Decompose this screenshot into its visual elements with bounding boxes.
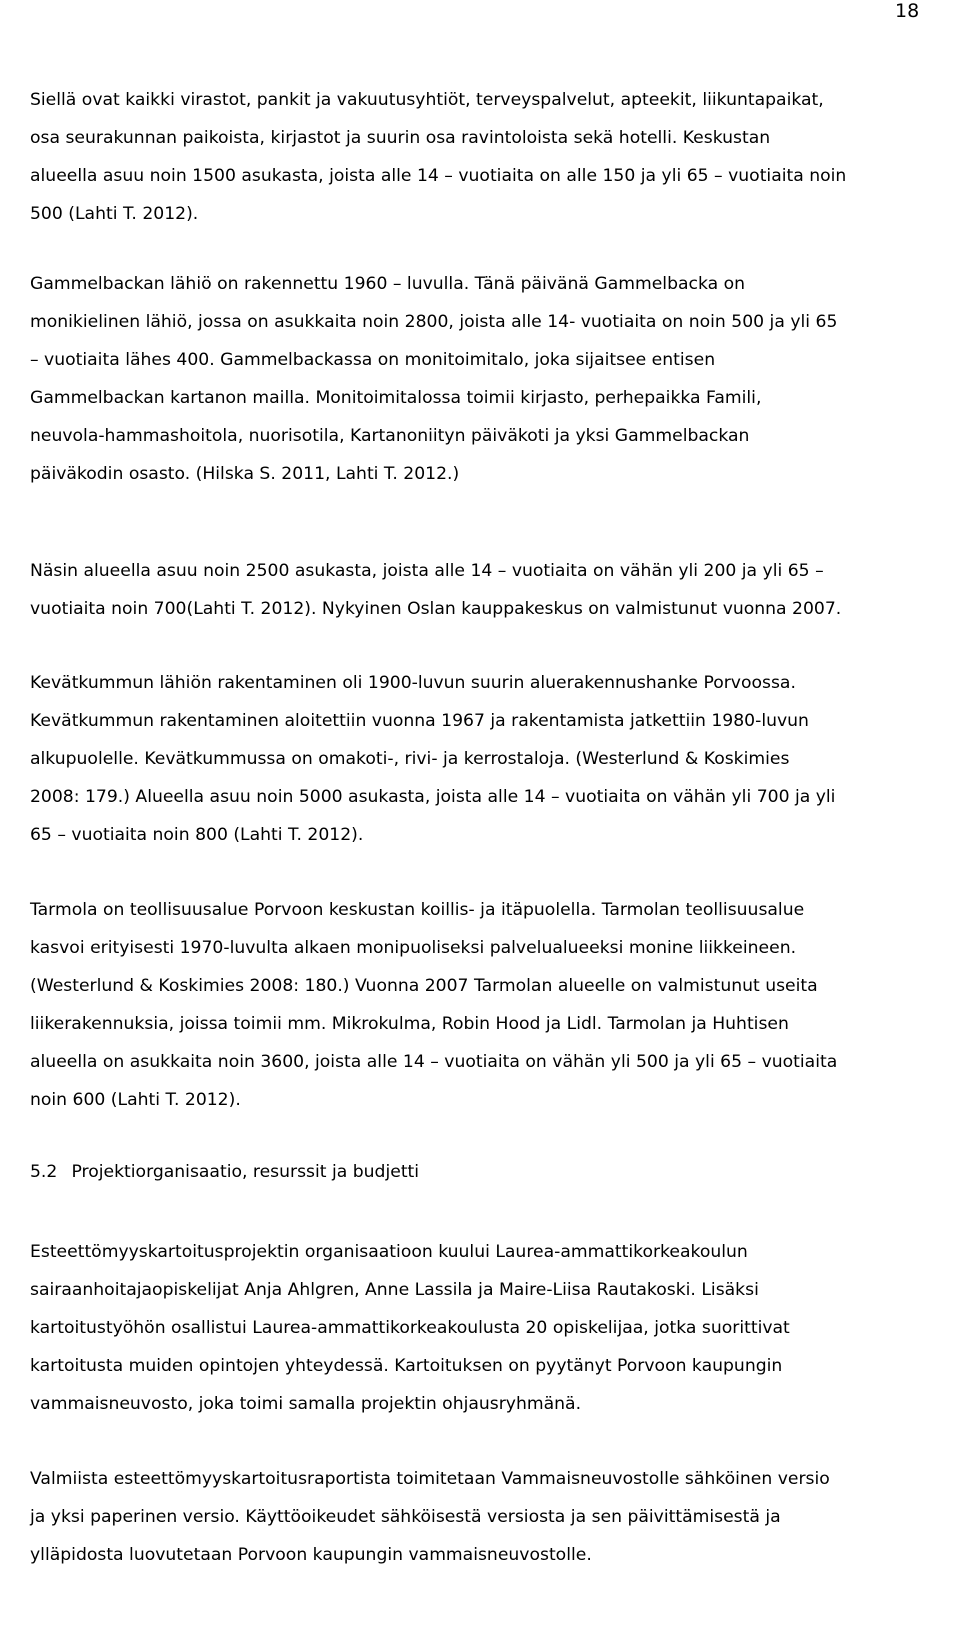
text-line: 500 (Lahti T. 2012).	[30, 204, 199, 224]
text-line: monikielinen lähiö, jossa on asukkaita noin 2800, joista alle 14- vuotiaita on noin 500 ja yli 65	[30, 312, 838, 332]
text-line: alueella asuu noin 1500 asukasta, joista alle 14 – vuotiaita on alle 150 ja yli 65 – vuotiaita noin	[30, 166, 847, 186]
paragraph-tarmola	[30, 891, 942, 1119]
paragraph-kevatkumpu	[30, 664, 942, 854]
text-line: alueella on asukkaita noin 3600, joista alle 14 – vuotiaita on vähän yli 500 ja yli 65 – vuotiaita	[30, 1052, 838, 1072]
text-line: Valmiista esteettömyyskartoitusraportista toimitetaan Vammaisneuvostolle sähköinen versio	[30, 1469, 830, 1489]
text-line: neuvola-hammashoitola, nuorisotila, Kartanoniityn päiväkoti ja yksi Gammelbackan	[30, 426, 750, 446]
text-line: Gammelbackan kartanon mailla. Monitoimitalossa toimii kirjasto, perhepaikka Famili,	[30, 388, 762, 408]
text-line: Gammelbackan lähiö on rakennettu 1960 – luvulla. Tänä päivänä Gammelbacka on	[30, 274, 746, 294]
text-line: Tarmola on teollisuusalue Porvoon keskustan koillis- ja itäpuolella. Tarmolan teollisuusalue	[30, 900, 805, 920]
text-line: osa seurakunnan paikoista, kirjastot ja suurin osa ravintoloista sekä hotelli. Keskustan	[30, 128, 771, 148]
paragraph-raportti	[30, 1460, 942, 1574]
section-title: Projektiorganisaatio, resurssit ja budjetti	[71, 1162, 420, 1182]
page-number: 18	[895, 0, 920, 22]
text-line: päiväkodin osasto. (Hilska S. 2011, Lahti T. 2012.)	[30, 464, 460, 484]
text-line: – vuotiaita lähes 400. Gammelbackassa on monitoimitalo, joka sijaitsee entisen	[30, 350, 716, 370]
text-line: ja yksi paperinen versio. Käyttöoikeudet sähköisestä versiosta ja sen päivittämisestä ja	[30, 1507, 781, 1527]
text-line: Kevätkummun rakentaminen aloitettiin vuonna 1967 ja rakentamista jatkettiin 1980-luvun	[30, 711, 809, 731]
text-line: kartoitustyöhön osallistui Laurea-ammattikorkeakoulusta 20 opiskelijaa, jotka suorittivat	[30, 1318, 790, 1338]
text-line: alkupuolelle. Kevätkummussa on omakoti-, rivi- ja kerrostaloja. (Westerlund & Koskimies	[30, 749, 790, 769]
text-line: vuotiaita noin 700(Lahti T. 2012). Nykyinen Oslan kauppakeskus on valmistunut vuonna 2007.	[30, 599, 842, 619]
text-line: ylläpidosta luovutetaan Porvoon kaupungin vammaisneuvostolle.	[30, 1545, 592, 1565]
text-line: Kevätkummun lähiön rakentaminen oli 1900-luvun suurin aluerakennushanke Porvoossa.	[30, 673, 796, 693]
section-number: 5.2	[30, 1162, 58, 1182]
paragraph-nasi	[30, 552, 942, 628]
text-line: liikerakennuksia, joissa toimii mm. Mikrokulma, Robin Hood ja Lidl. Tarmolan ja Huhtisen	[30, 1014, 789, 1034]
text-line: Näsin alueella asuu noin 2500 asukasta, joista alle 14 – vuotiaita on vähän yli 200 ja yli 65 –	[30, 561, 824, 581]
paragraph-keskusta	[30, 81, 942, 233]
text-line: (Westerlund & Koskimies 2008: 180.) Vuonna 2007 Tarmolan alueelle on valmistunut useita	[30, 976, 818, 996]
text-line: 2008: 179.) Alueella asuu noin 5000 asukasta, joista alle 14 – vuotiaita on vähän yli 700 ja yli	[30, 787, 836, 807]
text-line: kasvoi erityisesti 1970-luvulta alkaen monipuoliseksi palvelualueeksi monine liikkeineen.	[30, 938, 797, 958]
text-line: sairaanhoitajaopiskelijat Anja Ahlgren, Anne Lassila ja Maire-Liisa Rautakoski. Lisäksi	[30, 1280, 759, 1300]
paragraph-gammelbacka	[30, 265, 942, 493]
text-line: kartoitusta muiden opintojen yhteydessä. Kartoituksen on pyytänyt Porvoon kaupungin	[30, 1356, 783, 1376]
text-line: Siellä ovat kaikki virastot, pankit ja vakuutusyhtiöt, terveyspalvelut, apteekit, liikuntapaikat,	[30, 90, 824, 110]
paragraph-organisaatio	[30, 1233, 942, 1423]
section-heading	[30, 1153, 419, 1191]
text-line: vammaisneuvosto, joka toimi samalla projektin ohjausryhmänä.	[30, 1394, 582, 1414]
text-line: noin 600 (Lahti T. 2012).	[30, 1090, 241, 1110]
text-line: Esteettömyyskartoitusprojektin organisaatioon kuului Laurea-ammattikorkeakoulun	[30, 1242, 748, 1262]
text-line: 65 – vuotiaita noin 800 (Lahti T. 2012).	[30, 825, 364, 845]
